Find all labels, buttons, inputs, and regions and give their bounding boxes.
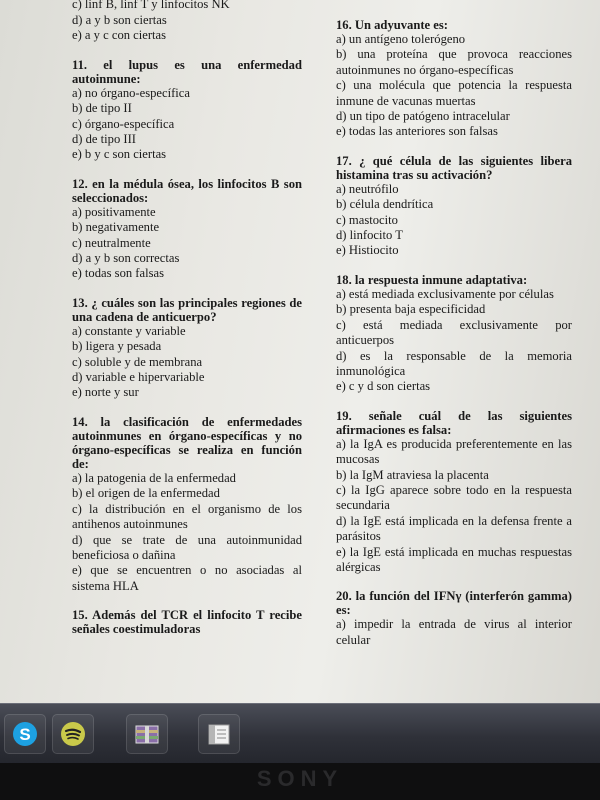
question-block — [72, 296, 302, 401]
answer-option: c) linf B, linf T y linfocitos NK — [72, 0, 230, 11]
answer-option: b) negativamente — [72, 220, 160, 235]
question-block — [72, 608, 302, 636]
answer-option: c) está mediada exclusivamente por anticuerpos — [336, 317, 572, 348]
answer-option: c) órgano-específica — [72, 116, 175, 131]
answer-option: a) positivamente — [72, 204, 156, 219]
question-block — [336, 589, 572, 648]
answer-option: b) presenta baja especificidad — [336, 302, 486, 317]
answer-option: a) la IgA es producida preferentemente en las mucosas — [336, 436, 572, 467]
question-block — [72, 177, 302, 282]
question-title: 15. Además del TCR el linfocito T recibe señales coestimuladoras — [72, 608, 302, 637]
answer-option: d) de tipo III — [72, 132, 136, 146]
document-icon — [204, 719, 234, 749]
taskbar-button-skype[interactable] — [4, 714, 46, 754]
question-block — [336, 409, 572, 576]
answer-option: a) no órgano-específica — [72, 85, 190, 100]
answer-option: d) es la responsable de la memoria inmunológica — [336, 348, 572, 378]
answer-option: a) constante y variable — [72, 323, 186, 338]
answer-option: c) neutralmente — [72, 235, 151, 250]
question-title: 13. ¿ cuáles son las principales regiones de una cadena de anticuerpo? — [72, 295, 302, 324]
answer-option: a) impedir la entrada de virus al interior celular — [336, 617, 572, 647]
question-title: 14. la clasificación de enfermedades autoinmunes en órgano-específicas y no órgano-específicas se realiza en función de: — [72, 414, 302, 471]
answer-option: e) a y c con ciertas — [72, 28, 167, 43]
answer-option: e) c y d son ciertas — [336, 379, 431, 394]
question-block — [336, 273, 572, 395]
answer-option: b) ligera y pesada — [72, 339, 162, 354]
answer-option: b) de tipo II — [72, 101, 132, 116]
question-title: 18. la respuesta inmune adaptativa: — [336, 272, 528, 287]
answer-option: d) a y b son ciertas — [72, 12, 167, 27]
right-column — [336, 18, 572, 662]
taskbar-button-spotify[interactable] — [52, 714, 94, 754]
answer-option: d) a y b son correctas — [72, 251, 180, 266]
answer-option: a) neutrófilo — [336, 181, 399, 196]
question-title: 12. en la médula ósea, los linfocitos B son seleccionados: — [72, 176, 302, 205]
question-block — [336, 154, 572, 259]
answer-option: d) que se trate de una autoinmunidad beneficiosa o dañina — [72, 532, 302, 562]
answer-option: d) un tipo de patógeno intracelular — [336, 109, 510, 124]
taskbar-button-document[interactable] — [198, 714, 240, 754]
question-title: 16. Un adyuvante es: — [336, 18, 448, 32]
taskbar-button-archive[interactable] — [126, 714, 168, 754]
spotify-icon — [58, 719, 88, 749]
monitor-brand-logo: SONY — [256, 766, 344, 791]
answer-option: c) soluble y de membrana — [72, 354, 203, 369]
answer-option: e) b y c son ciertas — [72, 147, 167, 162]
answer-option: a) un antígeno tolerógeno — [336, 32, 466, 46]
answer-option: d) linfocito T — [336, 228, 403, 243]
answer-option: c) mastocito — [336, 212, 398, 227]
left-column — [72, 0, 302, 650]
question-title: 11. el lupus es una enfermedad autoinmune: — [72, 57, 302, 86]
question-title: 17. ¿ qué célula de las siguientes libera histamina tras su activación? — [336, 153, 572, 182]
question-block — [336, 18, 572, 140]
answer-option: b) el origen de la enfermedad — [72, 486, 220, 501]
answer-option: e) la IgE está implicada en muchas respuestas alérgicas — [336, 544, 572, 574]
answer-option: a) está mediada exclusivamente por células — [336, 286, 554, 301]
answer-option: c) una molécula que potencia la respuesta inmune de vacunas muertas — [336, 78, 572, 108]
answer-option: e) Histiocito — [336, 243, 399, 258]
taskbar — [0, 703, 600, 764]
question-title: 19. señale cuál de las siguientes afirmaciones es falsa: — [336, 408, 572, 437]
answer-option: b) célula dendrítica — [336, 197, 434, 212]
answer-option: e) que se encuentren o no asociadas al sistema HLA — [72, 563, 302, 593]
answer-option: e) todas las anteriores son falsas — [336, 124, 498, 139]
skype-icon — [10, 719, 40, 749]
answer-option: b) una proteína que provoca reacciones autoinmunes no órgano-específicas — [336, 47, 572, 77]
question-block — [72, 415, 302, 594]
archive-icon — [132, 719, 162, 749]
answer-option: d) variable e hipervariable — [72, 370, 205, 385]
answer-option: b) la IgM atraviesa la placenta — [336, 467, 489, 482]
answer-option: e) todas son falsas — [72, 266, 164, 281]
question-block — [72, 58, 302, 163]
question-title: 20. la función del IFNγ (interferón gamma) es: — [336, 589, 572, 618]
svg-text:S: S — [19, 725, 31, 744]
answer-option: c) la distribución en el organismo de los antihenos autoinmunes — [72, 501, 302, 532]
answer-option: d) la IgE está implicada en la defensa frente a parásitos — [336, 513, 572, 544]
answer-option: c) la IgG aparece sobre todo en la respuesta secundaria — [336, 482, 572, 513]
answer-option: e) norte y sur — [72, 385, 139, 400]
answer-option: a) la patogenia de la enfermedad — [72, 470, 236, 485]
question-block — [72, 0, 302, 44]
